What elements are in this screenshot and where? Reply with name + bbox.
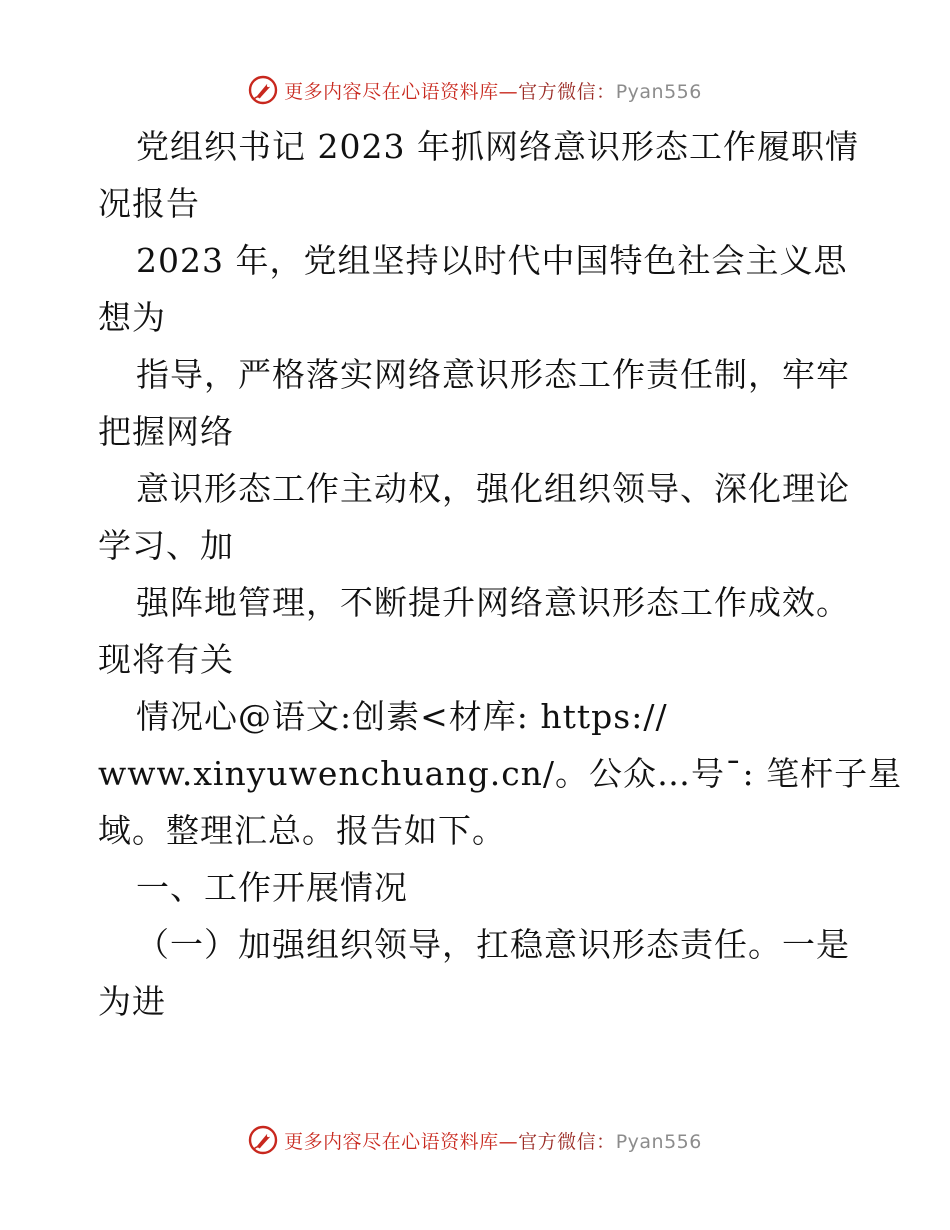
doc-line: 意识形态工作主动权，强化组织领导、深化理论: [136, 469, 850, 508]
doc-line: （一）加强组织领导，扛稳意识形态责任。一是: [136, 925, 850, 964]
doc-line: 指导，严格落实网络意识形态工作责任制，牢牢: [136, 355, 850, 394]
pen-nib-logo-icon: [248, 1125, 278, 1155]
footer-banner: [0, 1120, 950, 1160]
banner-contact-id: Pyan556: [615, 80, 702, 103]
doc-line: 想为: [98, 298, 166, 337]
doc-line: 2023 年，党组坚持以时代中国特色社会主义思: [136, 241, 848, 280]
banner-site-text: 更多内容尽在心语资料库: [284, 80, 499, 103]
doc-line: www.xinyuwenchuang.cn/。公众…号¯: 笔杆子星: [98, 754, 903, 793]
doc-line: 强阵地管理，不断提升网络意识形态工作成效。: [136, 583, 850, 622]
banner-dash: —: [498, 1130, 519, 1153]
banner-contact-label: 官方微信：: [518, 80, 616, 103]
banner-text: [284, 77, 702, 104]
doc-line: 现将有关: [98, 640, 234, 679]
doc-line: 为进: [98, 982, 166, 1021]
header-banner: [0, 70, 950, 110]
document-body: [98, 118, 903, 1030]
banner-contact-id: Pyan556: [615, 1130, 702, 1153]
doc-line: 一、工作开展情况: [136, 868, 408, 907]
doc-line: 情况心@语文:创素<材库: https://: [136, 697, 668, 736]
doc-line: 况报告: [98, 184, 200, 223]
doc-line: 把握网络: [98, 412, 234, 451]
pen-nib-logo-icon: [248, 75, 278, 105]
doc-line: 学习、加: [98, 526, 234, 565]
doc-line: 域。整理汇总。报告如下。: [98, 811, 506, 850]
doc-line: 党组织书记 2023 年抓网络意识形态工作履职情: [136, 127, 859, 166]
banner-contact-label: 官方微信：: [518, 1130, 616, 1153]
banner-text: [284, 1127, 702, 1154]
banner-site-text: 更多内容尽在心语资料库: [284, 1130, 499, 1153]
banner-dash: —: [498, 80, 519, 103]
